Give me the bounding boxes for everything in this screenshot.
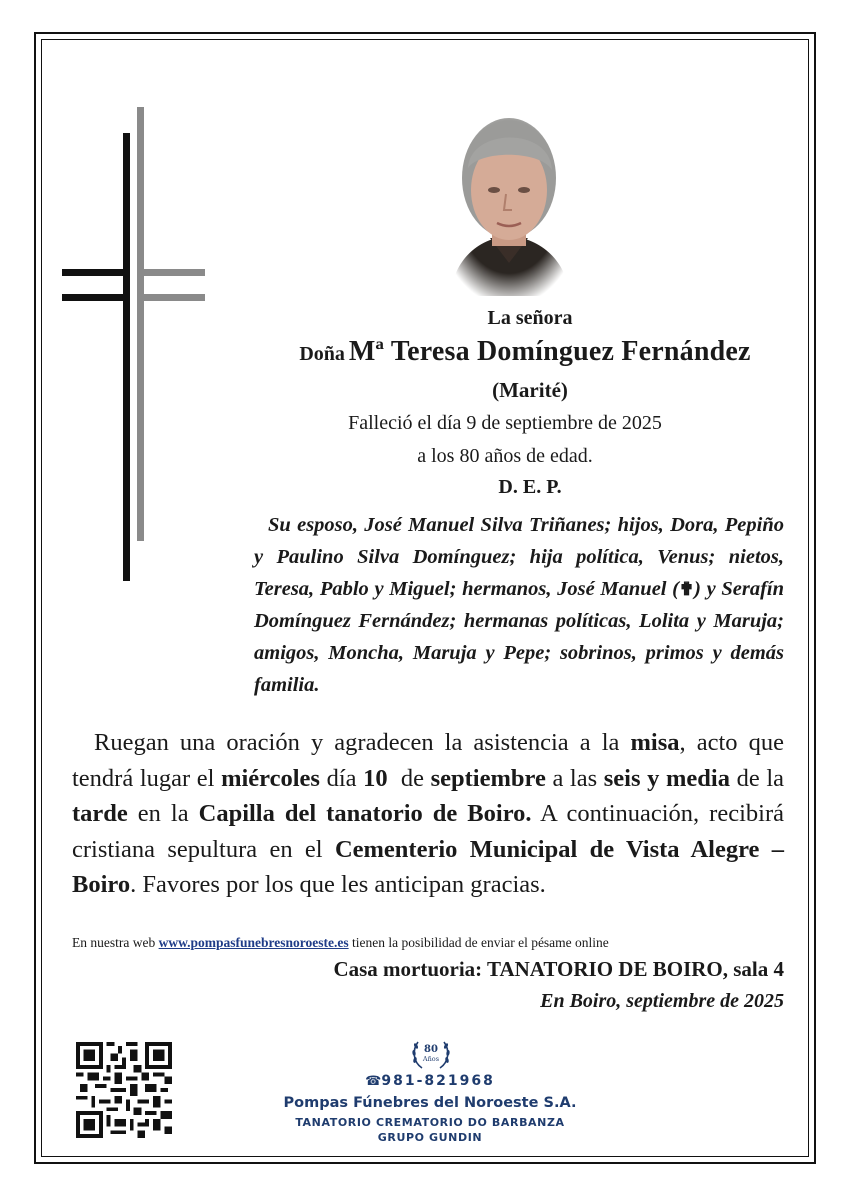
anniversary-logo-icon: [408, 1034, 454, 1074]
crematorium-name: TANATORIO CREMATORIO DO BARBANZA: [295, 1116, 565, 1129]
svg-text:Años: Años: [422, 1055, 440, 1063]
family-list: Su esposo, José Manuel Silva Triñanes; hijos, Dora, Pepiño y Paulino Silva Domínguez; hija política, Venus; nietos, Teresa, Pablo y Miguel; hermanos, José Manuel (✟) y Serafín Domínguez Fernández; hermanas políticas, Lolita y Maruja; amigos, Moncha, Maruja y Pepe; sobrinos, primos y demás familia.: [254, 514, 785, 696]
phone-number: ☎981-821968: [365, 1073, 495, 1089]
deceased-cross-icon: ✟: [679, 579, 695, 599]
website-link[interactable]: www.pompasfunebresnoroeste.es: [158, 935, 349, 950]
svg-text:80: 80: [424, 1044, 438, 1055]
age: a los 80 años de edad.: [417, 445, 593, 467]
group-name: GRUPO GUNDIN: [377, 1131, 483, 1144]
portrait-photo: [440, 98, 578, 296]
title-label: La señora: [487, 307, 573, 329]
mortuary-location: Casa mortuoria: TANATORIO DE BOIRO, sala 4: [333, 957, 784, 981]
place-date: En Boiro, septiembre de 2025: [540, 990, 784, 1012]
mass-announcement: Ruegan una oración y agradecen la asistencia a la misa, acto que tendrá lugar el miércoles día 10 de septiembre a las seis y media de la tarde en la Capilla del tanatorio de Boiro. A continuación, recibirá cristiana sepultura en el Cementerio Municipal de Vista Alegre – Boiro. Favores por los que les anticipan gracias.: [72, 729, 785, 898]
death-date: Falleció el día 9 de septiembre de 2025: [348, 412, 662, 434]
company-name: Pompas Fúnebres del Noroeste S.A.: [283, 1095, 577, 1111]
qr-code-icon[interactable]: [76, 1042, 172, 1138]
deceased-name: [245, 336, 805, 368]
rip-label: D. E. P.: [498, 476, 562, 498]
honorific: Doña: [299, 343, 345, 365]
web-notice: En nuestra web www.pompasfunebresnoroeste.es tienen la posibilidad de enviar el pésame online: [72, 935, 609, 950]
phone-icon: ☎: [365, 1074, 382, 1089]
nickname: (Marité): [492, 378, 568, 402]
full-name: Mª Teresa Domínguez Fernández: [348, 336, 751, 367]
